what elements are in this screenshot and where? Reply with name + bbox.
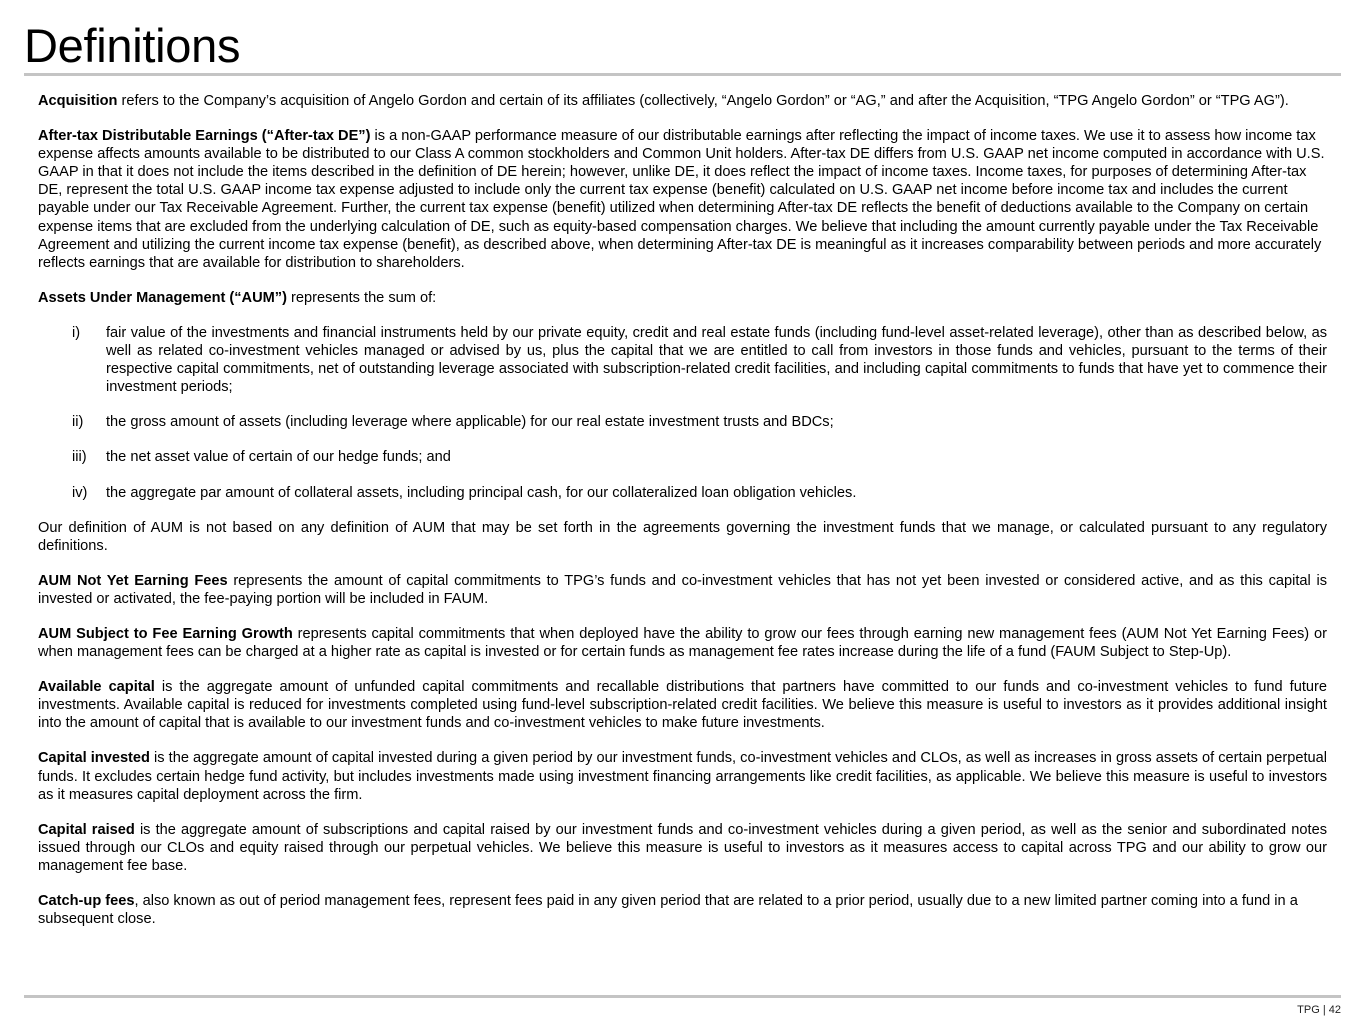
definition-text: is the aggregate amount of unfunded capital commitments and recallable distributions that partners have committed to our funds and co-investment vehicles to fund future investments. Available capital is reduced for investments completed using fund-level subscription-related credit facilities. We believe this measure is useful to investors as it provides additional insight into the amount of capital that is available to our investment funds and co-investment vehicles to make future investments.: [38, 679, 1327, 732]
list-item: [38, 413, 1327, 431]
page-title: Definitions: [24, 19, 241, 72]
definition-term: Capital invested: [38, 750, 150, 767]
page-footer: TPG | 42: [1297, 1004, 1341, 1016]
title-divider: [24, 73, 1341, 76]
definition-capital-invested: [38, 749, 1327, 803]
list-item-number: iv): [72, 484, 88, 501]
definition-text: represents capital commitments that when deployed have the ability to grow our fees through earning new management fees (AUM Not Yet Earning Fees) or when management fees can be charged at a higher rate as capital is invested or for certain funds as management fee rates increase during the life of a fund (FAUM Subject to Step-Up).: [38, 625, 1327, 661]
list-item-text: the net asset value of certain of our hedge funds; and: [106, 449, 451, 466]
list-item-number: iii): [72, 449, 87, 466]
definition-term: AUM Not Yet Earning Fees: [38, 572, 228, 589]
definition-capital-raised: [38, 821, 1327, 875]
definition-aum-subject-to-fee-earning-growth: [38, 625, 1327, 661]
definition-text: refers to the Company’s acquisition of Angelo Gordon and certain of its affiliates (collectively, “Angelo Gordon” or “AG,” and after the Acquisition, “TPG Angelo Gordon” or “TPG AG”).: [117, 93, 1289, 109]
footer-divider: [24, 995, 1341, 998]
definition-text: is the aggregate amount of capital invested during a given period by our investment funds, co-investment vehicles and CLOs, as well as increases in gross assets of certain perpetual funds. It excludes certain hedge fund activity, but includes investments made using investment financing arrangements like credit facilities, as applicable. We believe this measure is useful to investors as it measures capital deployment across the firm.: [38, 750, 1327, 803]
aum-definition-note: Our definition of AUM is not based on any definition of AUM that may be set forth in the agreements governing the investment funds that we manage, or calculated pursuant to any regulatory definitions.: [38, 519, 1327, 554]
list-item-text: the aggregate par amount of collateral assets, including principal cash, for our collateralized loan obligation vehicles.: [106, 484, 857, 501]
definition-after-tax-de: [38, 127, 1327, 272]
list-item-text: the gross amount of assets (including leverage where applicable) for our real estate investment trusts and BDCs;: [106, 414, 834, 431]
definition-term: Available capital: [38, 679, 155, 696]
definition-acquisition: [38, 92, 1327, 110]
list-item-number: ii): [72, 414, 84, 431]
definition-term: AUM Subject to Fee Earning Growth: [38, 625, 293, 642]
list-item: [38, 448, 1327, 466]
definition-catch-up-fees: [38, 892, 1327, 928]
list-item: [38, 324, 1327, 396]
list-item-number: i): [72, 324, 81, 341]
definition-term: Acquisition: [38, 93, 118, 109]
definition-aum-not-yet-earning-fees: [38, 572, 1327, 608]
definition-term: Catch-up fees: [38, 893, 135, 909]
definition-term: Assets Under Management (“AUM”): [38, 289, 287, 306]
definition-text: represents the amount of capital commitments to TPG’s funds and co-investment vehicles that has not yet been invested or considered active, and as this capital is invested or activated, the fee-paying portion will be included in FAUM.: [38, 572, 1327, 607]
list-item-text: fair value of the investments and financial instruments held by our private equity, credit and real estate funds (including fund-level asset-related leverage), other than as described below, as well as related co-investment vehicles managed or advised by us, plus the capital that we are entitled to call from investors in those funds and vehicles, pursuant to the terms of their respective capital commitments, net of outstanding leverage associated with subscription-related credit facilities, and including capital commitments to funds that have yet to commence their investment periods;: [106, 324, 1327, 396]
definition-text: is the aggregate amount of subscriptions and capital raised by our investment funds and co-investment vehicles during a given period, as well as the senior and subordinated notes issued through our CLOs and equity raised through our perpetual vehicles. We believe this measure is useful to investors as it measures access to capital across TPG and our ability to grow our management fee base.: [38, 821, 1327, 874]
definition-available-capital: [38, 678, 1327, 732]
definition-term: Capital raised: [38, 821, 135, 838]
definitions-body: [38, 92, 1327, 945]
definition-text: represents the sum of:: [286, 289, 437, 306]
aum-components-list: [38, 324, 1327, 502]
definition-term: After-tax Distributable Earnings (“After-tax DE”): [38, 128, 371, 145]
definition-text: , also known as out of period management fees, represent fees paid in any given period that are related to a prior period, usually due to a new limited partner coming into a fund in a subsequent close.: [38, 893, 1298, 928]
definition-aum: [38, 289, 1327, 307]
definition-text: is a non-GAAP performance measure of our distributable earnings after reflecting the impact of income taxes. We use it to assess how income tax expense affects amounts available to be distributed to our Class A common stockholders and Common Unit holders. After-tax DE differs from U.S. GAAP net income computed in accordance with U.S. GAAP in that it does not include the items described in the definition of DE herein; however, unlike DE, it does reflect the impact of income taxes. Income taxes, for purposes of determining After-tax DE, represent the total U.S. GAAP income tax expense adjusted to include only the current tax expense (benefit) calculated on U.S. GAAP net income before income tax and includes the current payable under our Tax Receivable Agreement. Further, the current tax expense (benefit) utilized when determining After-tax DE reflects the benefit of deductions available to the Company on certain expense items that are excluded from the underlying calculation of DE, such as equity-based compensation charges. We believe that including the amount currently payable under the Tax Receivable Agreement and utilizing the current income tax expense (benefit), as described above, when determining After-tax DE is meaningful as it increases comparability between periods and more accurately reflects earnings that are available for distribution to shareholders.: [38, 128, 1325, 271]
list-item: [38, 484, 1327, 502]
